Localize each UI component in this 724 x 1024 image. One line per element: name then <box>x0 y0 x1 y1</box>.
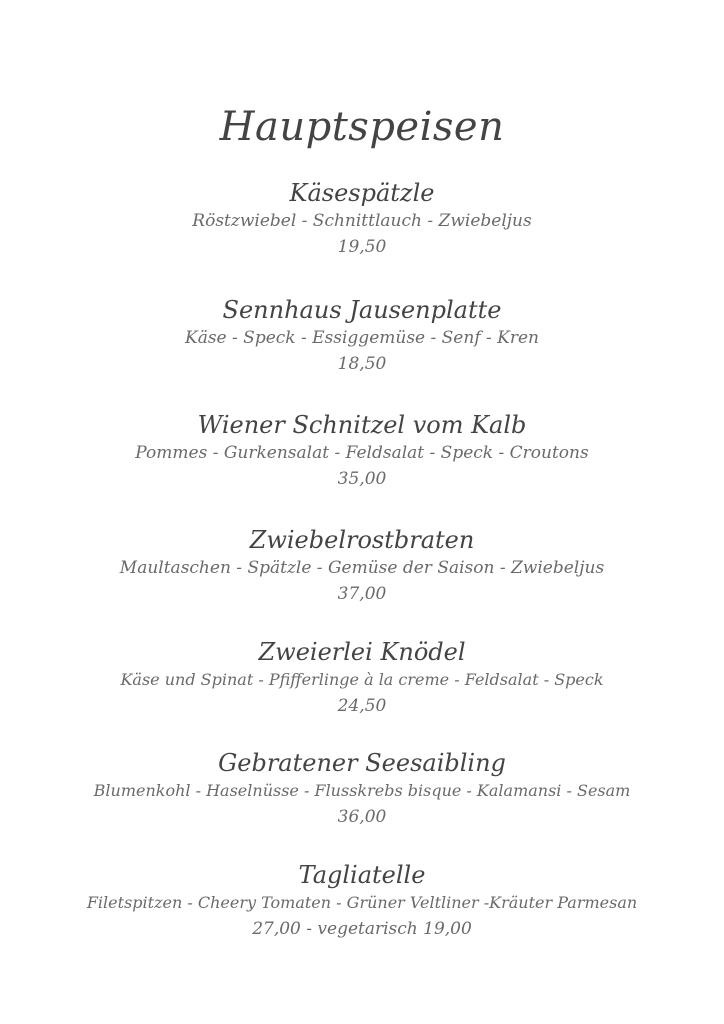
dish-name: Zweierlei Knödel <box>258 638 466 666</box>
dish-price: 27,00 - vegetarisch 19,00 <box>252 919 472 939</box>
dish-price: 35,00 <box>337 469 387 489</box>
dish-price: 19,50 <box>337 237 387 257</box>
dish-price: 37,00 <box>337 584 387 604</box>
dish-name: Gebratener Seesaibling <box>218 749 506 777</box>
dish-name: Wiener Schnitzel vom Kalb <box>197 411 527 439</box>
menu-item-seesaibling <box>0 748 724 830</box>
dish-description: Käse und Spinat - Pfifferlinge à la creme - Feldsalat - Speck <box>120 670 604 689</box>
dish-description: Filetspitzen - Cheery Tomaten - Grüner Veltliner -Kräuter Parmesan <box>86 893 638 912</box>
menu-item-zwiebelrostbraten <box>0 525 724 607</box>
menu-item-knoedel <box>0 637 724 719</box>
dish-price: 24,50 <box>337 696 387 716</box>
menu-item-kaesespaetzle <box>0 178 724 260</box>
menu-item-tagliatelle <box>0 860 724 942</box>
dish-price: 36,00 <box>337 807 387 827</box>
dish-name: Sennhaus Jausenplatte <box>222 296 502 324</box>
menu-item-wiener-schnitzel <box>0 410 724 492</box>
dish-name: Käsespätzle <box>289 179 435 207</box>
page-title: Hauptspeisen <box>219 104 505 150</box>
dish-name: Zwiebelrostbraten <box>249 526 475 554</box>
dish-price: 18,50 <box>337 354 387 374</box>
dish-description: Pommes - Gurkensalat - Feldsalat - Speck - Croutons <box>135 443 589 463</box>
dish-description: Blumenkohl - Haselnüsse - Flusskrebs bisque - Kalamansi - Sesam <box>93 781 631 800</box>
dish-description: Röstzwiebel - Schnittlauch - Zwiebeljus <box>192 211 532 231</box>
dish-description: Maultaschen - Spätzle - Gemüse der Saison - Zwiebeljus <box>119 558 605 578</box>
dish-description: Käse - Speck - Essiggemüse - Senf - Kren <box>185 328 539 348</box>
dish-name: Tagliatelle <box>298 861 426 889</box>
menu-item-jausenplatte <box>0 295 724 377</box>
